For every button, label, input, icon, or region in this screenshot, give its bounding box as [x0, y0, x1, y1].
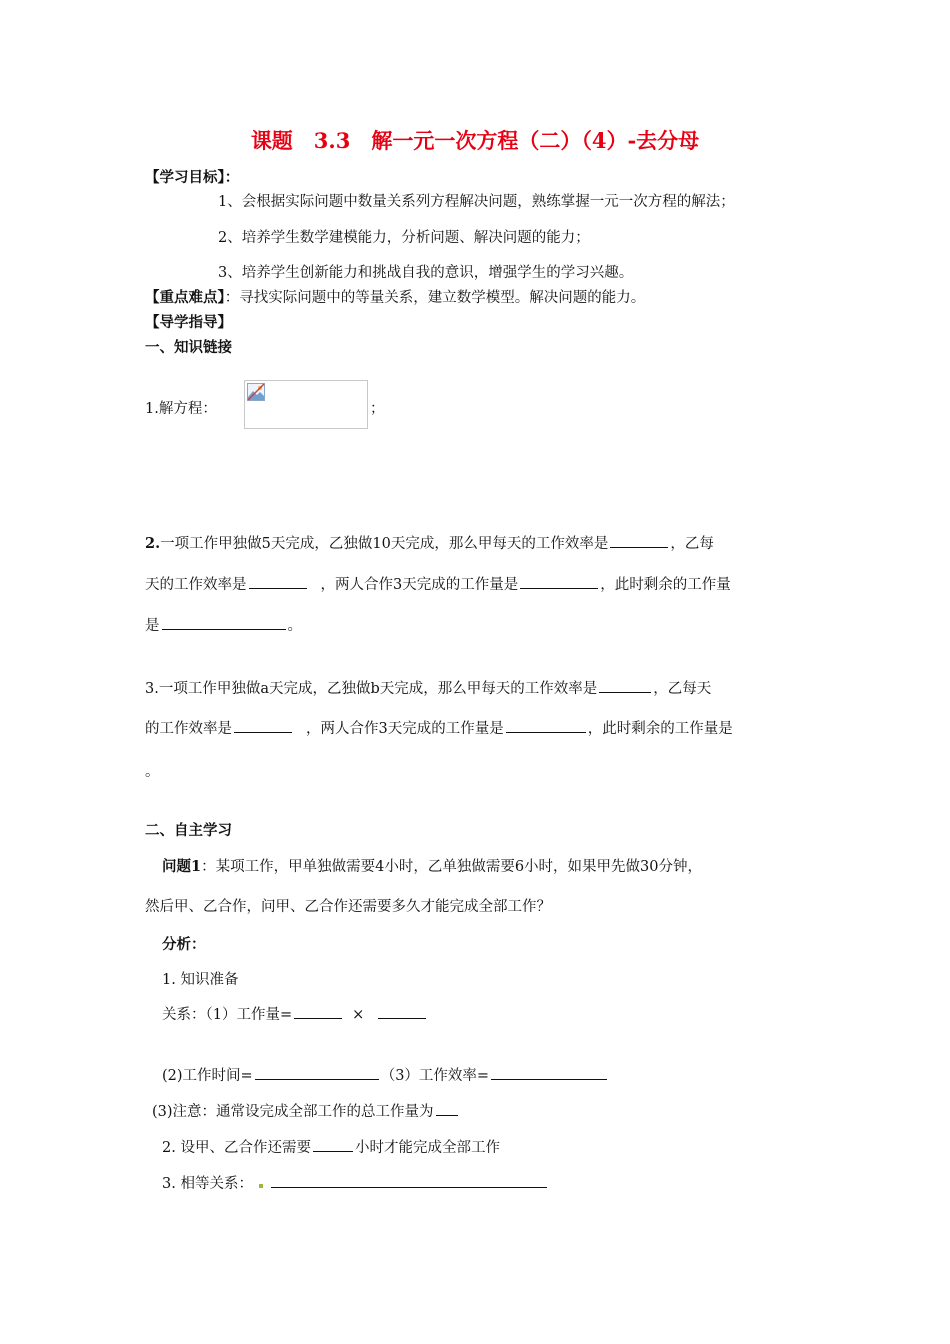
problem1-line2: 然后甲、乙合作，问甲、乙合作还需要多久才能完成全部工作？ [145, 899, 551, 915]
q3-line3: 。 [145, 764, 160, 780]
q1-label: 1.解方程： [145, 401, 217, 417]
q2-text4: ，两人合作3天完成的工作量是 [320, 577, 519, 593]
q3-blank-a-efficiency[interactable] [599, 691, 651, 693]
times-sign: × [352, 1007, 365, 1023]
q3-text4: ，两人合作3天完成的工作量是 [306, 721, 504, 737]
analysis-step1: 1. 知识准备 [162, 972, 239, 988]
problem1-text1: ：某项工作，甲单独做需要4小时，乙单独做需要6小时，如果甲先做30分钟， [201, 859, 702, 875]
keypoints-text: ：寻找实际问题中的等量关系，建立数学模型。解决问题的能力。 [224, 290, 646, 306]
page-title: 课题 3.3 解一元一次方程（二）（4）-去分母 [250, 128, 700, 153]
q3-blank-b-efficiency[interactable] [234, 731, 292, 733]
objective-3: 3、培养学生创新能力和挑战自我的意识，增强学生的学习兴趣。 [218, 265, 634, 281]
keypoints-line [145, 286, 645, 307]
q2-text1: 一项工作甲独做5天完成，乙独做10天完成，那么甲每天的工作效率是 [160, 536, 609, 552]
work-amount-blank-2[interactable] [378, 1017, 426, 1019]
step2-text2: 小时才能完成全部工作 [354, 1140, 500, 1156]
q3-line1 [145, 677, 711, 698]
equation-image-placeholder [244, 380, 368, 429]
objective-2: 2、培养学生数学建模能力，分析问题、解决问题的能力； [218, 230, 590, 246]
q2-blank-a-efficiency[interactable] [610, 546, 668, 548]
q2-text5: ，此时剩余的工作量 [600, 577, 731, 593]
work-time-label: (2)工作时间= [162, 1068, 253, 1084]
q3-blank-joint-work[interactable] [506, 731, 586, 733]
work-efficiency-blank[interactable] [491, 1078, 607, 1080]
equality-blank[interactable] [271, 1186, 547, 1188]
step3-text: 3. 相等关系： [162, 1176, 253, 1192]
q2-line2 [145, 573, 731, 594]
q3-text5: ，此时剩余的工作量是 [587, 721, 733, 737]
problem1-label: 问题1 [162, 858, 202, 875]
guide-heading: 【导学指导】 [145, 314, 232, 331]
objectives-heading: 【学习目标】： [145, 169, 240, 186]
relation-line1 [162, 1003, 428, 1024]
q2-text2: ，乙每 [670, 536, 714, 552]
q2-blank-joint-work[interactable] [520, 587, 598, 589]
analysis-step2 [162, 1136, 500, 1157]
analysis-heading: 分析： [162, 936, 206, 953]
q2-blank-remaining[interactable] [162, 628, 286, 630]
work-time-blank[interactable] [255, 1078, 379, 1080]
q2-text6: 是 [145, 618, 160, 634]
keypoints-heading: 【重点难点】 [145, 289, 225, 306]
section1-heading: 一、知识链接 [145, 339, 232, 356]
q3-text2: ，乙每天 [653, 681, 712, 697]
q1-end: ； [370, 401, 385, 417]
q2-number: 2. [145, 535, 161, 552]
q2-text3: 天的工作效率是 [145, 577, 247, 593]
work-efficiency-label: （3）工作效率= [380, 1068, 490, 1084]
relation-label: 关系：（1）工作量= [162, 1007, 293, 1023]
objective-1: 1、会根据实际问题中数量关系列方程解决问题，熟练掌握一元一次方程的解法； [218, 194, 735, 210]
q3-text3: 的工作效率是 [145, 721, 232, 737]
q3-line2 [145, 717, 733, 738]
problem1-line1 [162, 855, 702, 876]
q2-blank-b-efficiency[interactable] [249, 587, 307, 589]
relation-line2 [162, 1064, 609, 1085]
total-work-blank[interactable] [436, 1114, 458, 1116]
green-dot-mark [259, 1184, 263, 1188]
analysis-step3 [162, 1172, 549, 1193]
note-text: (3)注意：通常设完成全部工作的总工作量为 [152, 1104, 434, 1120]
hours-blank[interactable] [313, 1150, 353, 1152]
broken-image-icon [247, 383, 265, 401]
q2-text7: 。 [287, 618, 302, 634]
section2-heading: 二、自主学习 [145, 822, 232, 839]
relation-line3 [152, 1100, 460, 1121]
step2-text1: 2. 设甲、乙合作还需要 [162, 1140, 311, 1156]
q2-line3 [145, 614, 302, 635]
work-amount-blank-1[interactable] [294, 1017, 342, 1019]
q2-line1 [145, 532, 714, 553]
q3-text1: 3.一项工作甲独做a天完成，乙独做b天完成，那么甲每天的工作效率是 [145, 681, 598, 697]
